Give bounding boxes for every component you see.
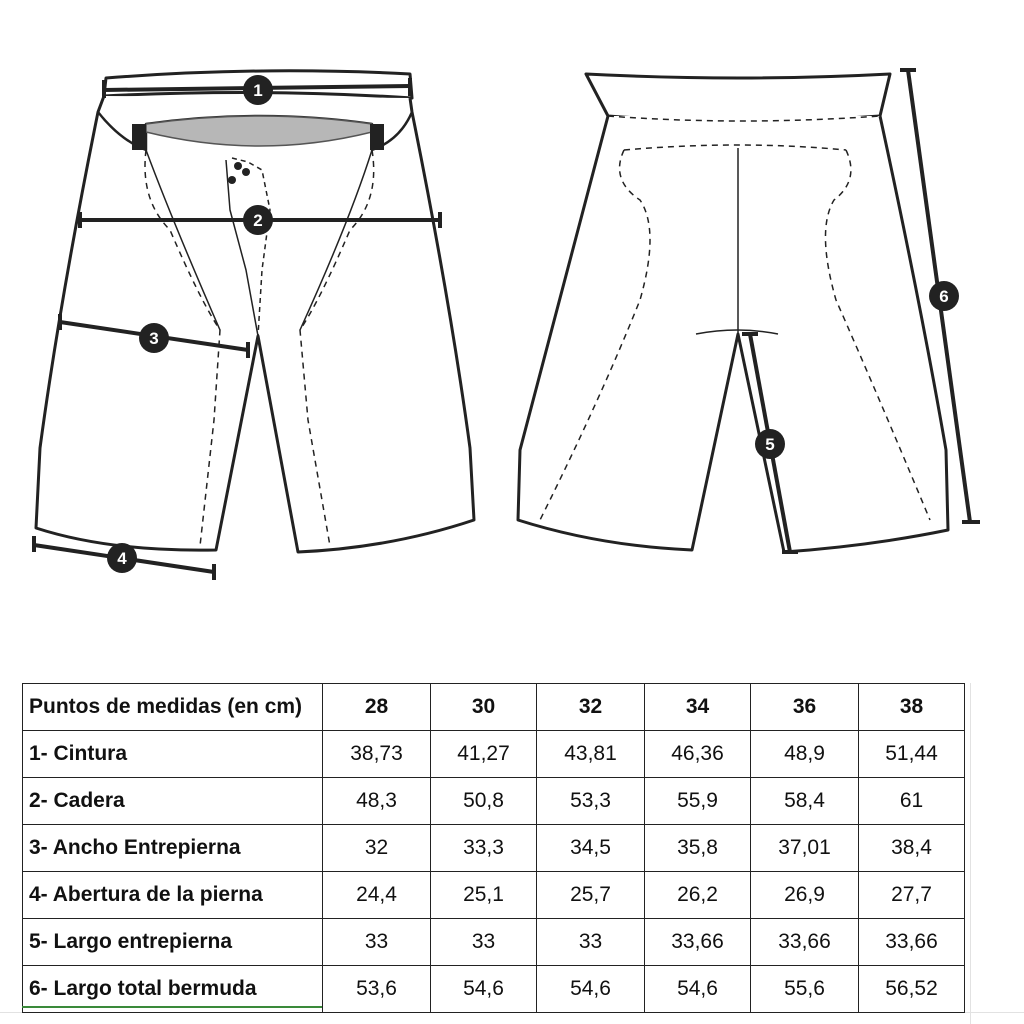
size-header: 32 [537, 684, 645, 731]
table-cell: 25,7 [537, 872, 645, 919]
table-cell: 58,4 [751, 778, 859, 825]
marker-4 [107, 543, 137, 573]
table-cell: 33,66 [751, 919, 859, 966]
table-row [23, 872, 965, 919]
table-cell: 38,4 [859, 825, 965, 872]
table-cell: 54,6 [537, 966, 645, 1013]
marker-1-label: 1 [253, 81, 263, 100]
row-label: 3- Ancho Entrepierna [23, 825, 323, 872]
row-label: 5- Largo entrepierna [23, 919, 323, 966]
marker-5-label: 5 [765, 435, 775, 454]
cell-selection-underline [22, 1006, 322, 1008]
size-table [22, 683, 965, 1013]
table-cell: 38,73 [323, 731, 431, 778]
size-header: 30 [431, 684, 537, 731]
row-label: 2- Cadera [23, 778, 323, 825]
row-label: 6- Largo total bermuda [23, 966, 323, 1013]
table-cell: 33 [537, 919, 645, 966]
table-cell: 48,9 [751, 731, 859, 778]
size-header: 36 [751, 684, 859, 731]
table-cell: 33,3 [431, 825, 537, 872]
header-label: Puntos de medidas (en cm) [23, 684, 323, 731]
table-cell: 53,3 [537, 778, 645, 825]
table-row [23, 731, 965, 778]
shorts-back-view [518, 74, 948, 552]
size-header: 34 [645, 684, 751, 731]
table-cell: 33 [323, 919, 431, 966]
table-cell: 41,27 [431, 731, 537, 778]
marker-2-label: 2 [253, 211, 263, 230]
size-header: 28 [323, 684, 431, 731]
table-cell: 37,01 [751, 825, 859, 872]
size-header: 38 [859, 684, 965, 731]
table-cell: 48,3 [323, 778, 431, 825]
row-label: 1- Cintura [23, 731, 323, 778]
table-cell: 54,6 [645, 966, 751, 1013]
table-cell: 50,8 [431, 778, 537, 825]
shorts-front-view [36, 71, 474, 552]
table-cell: 46,36 [645, 731, 751, 778]
table-cell: 33,66 [645, 919, 751, 966]
table-cell: 35,8 [645, 825, 751, 872]
marker-3-label: 3 [149, 329, 159, 348]
marker-1 [243, 75, 273, 105]
marker-2 [243, 205, 273, 235]
marker-3 [139, 323, 169, 353]
marker-6-label: 6 [939, 287, 949, 306]
size-chart [0, 683, 1024, 1024]
table-cell: 24,4 [323, 872, 431, 919]
table-cell: 43,81 [537, 731, 645, 778]
table-cell: 54,6 [431, 966, 537, 1013]
table-cell: 25,1 [431, 872, 537, 919]
row-label: 4- Abertura de la pierna [23, 872, 323, 919]
table-cell: 51,44 [859, 731, 965, 778]
table-cell: 56,52 [859, 966, 965, 1013]
table-row [23, 778, 965, 825]
table-header-row [23, 684, 965, 731]
table-cell: 33 [431, 919, 537, 966]
table-cell: 32 [323, 825, 431, 872]
table-cell: 55,6 [751, 966, 859, 1013]
marker-6 [929, 281, 959, 311]
marker-5 [755, 429, 785, 459]
marker-4-label: 4 [117, 549, 127, 568]
table-cell: 33,66 [859, 919, 965, 966]
table-cell: 55,9 [645, 778, 751, 825]
table-row [23, 825, 965, 872]
table-cell: 26,2 [645, 872, 751, 919]
table-cell: 34,5 [537, 825, 645, 872]
table-cell: 61 [859, 778, 965, 825]
table-cell: 26,9 [751, 872, 859, 919]
table-row [23, 919, 965, 966]
table-cell: 53,6 [323, 966, 431, 1013]
table-cell: 27,7 [859, 872, 965, 919]
